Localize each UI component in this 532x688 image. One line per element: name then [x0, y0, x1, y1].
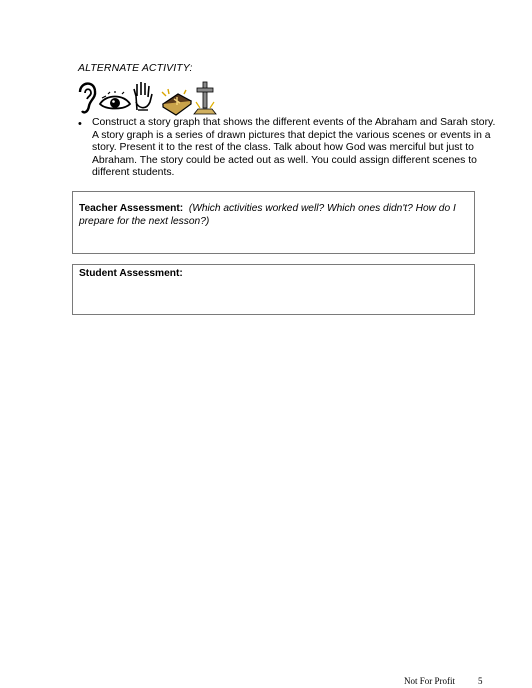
student-assessment-text	[79, 268, 468, 281]
eye-icon	[98, 90, 132, 114]
teacher-assessment-prompt: (Which activities worked well? Which ones didn't? How do I prepare for the next lesson?)	[79, 203, 456, 227]
hand-icon	[132, 80, 154, 114]
teacher-assessment-text	[79, 203, 468, 229]
activity-heading: ALTERNATE ACTIVITY:	[78, 62, 193, 74]
student-assessment-label: Student Assessment:	[79, 268, 183, 279]
cross-icon	[192, 80, 218, 118]
student-assessment-box[interactable]	[72, 264, 475, 315]
teacher-assessment-label: Teacher Assessment:	[79, 203, 184, 214]
footer-note: Not For Profit	[404, 676, 456, 686]
bullet-marker: •	[78, 118, 82, 130]
learning-style-icons	[76, 78, 226, 120]
ear-icon	[76, 78, 98, 118]
bible-icon	[160, 88, 194, 116]
page-number: 5	[478, 676, 483, 686]
activity-description: Construct a story graph that shows the different events of the Abraham and Sarah story. A story graph is a series of drawn pictures that depict the various scenes or events in a story. Present it to the rest of the class. Talk about how God was merciful but just to Abraham. The story could be acted out as well. You could assign different scenes to different students.	[92, 117, 496, 179]
teacher-assessment-box[interactable]	[72, 191, 475, 254]
